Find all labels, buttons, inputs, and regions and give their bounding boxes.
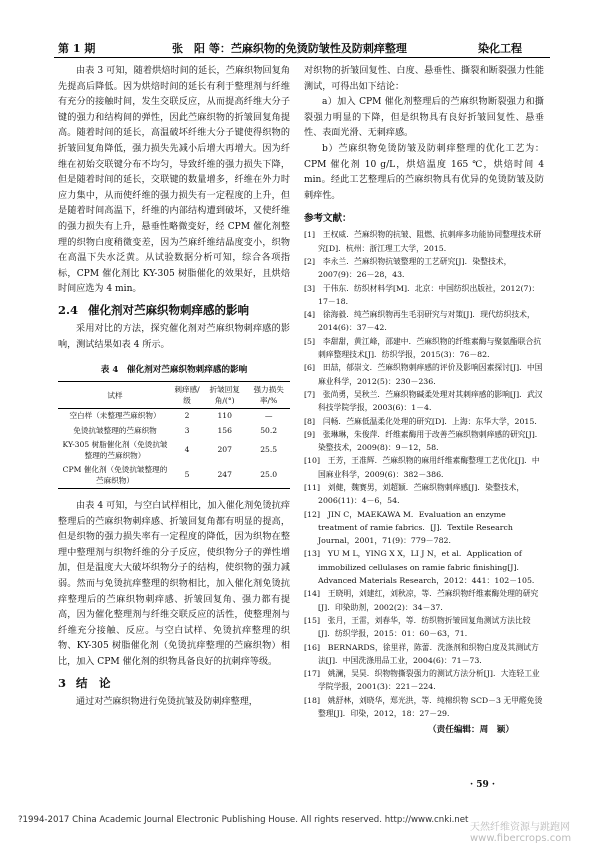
reference-item: [17] 姚澜，吴昊．织物物撕裂强力的测试方法分析[J]．大连轻工业学院学报，2001(3)：221－224．	[304, 669, 540, 692]
references-heading: 参考文献：	[304, 213, 352, 225]
body-paragraph: 由表 4 可知，与空白试样相比，加入催化剂免烫抗痒整理后的苎麻织物刺痒感、折皱回复角都有明显的提高，但是织物的强力损失率有一定程度的降低，因为织物在整理中整理剂与织物纤维的分子反应，使织物分子的弹性增加，但是温度大大破坏织物分子的结构，使织物的强力减弱。然而与免烫抗痒整理的织物相比，加入催化剂免烫抗痒整理后的苎麻织物刺痒感、折皱回复角、强力都有提高，因为催化整理剂与纤维交联反应的活性，使整理剂与纤维充分接触、反应。与空白试样、免烫抗痒整理的织物、KY-305 树脂催化剂（免烫抗痒整理的苎麻织物）相比，加入 CPM 催化剂的织物具备良好的抗刺痒等级。	[58, 501, 290, 668]
table-cell: 3	[184, 425, 190, 435]
section-title: 结 论	[76, 675, 111, 690]
table-row	[58, 438, 290, 463]
table-cell: CPM 催化剂（免烫抗皱整理的苎麻织物）	[58, 463, 172, 489]
reference-item: [6] 田喆，郁崇文．苎麻织物刺痒感的评价及影响因素探讨[J]．中国麻业科学，2012(5)：230－236．	[304, 363, 543, 386]
page-number: · 59 ·	[470, 780, 496, 790]
reference-item: [3] 于伟东．纺织材料学[M]．北京：中国纺织出版社，2012(7)：17－18．	[304, 283, 540, 306]
table-cell: 110	[217, 411, 232, 421]
reference-item: [15] 张月，王雷，刘春华，等．纺织物折皱回复角测试方法比较[J]．纺织学报，2015：01：60－63，71．	[304, 615, 531, 639]
data-table	[58, 381, 290, 489]
section-number: 2.4	[58, 302, 79, 317]
conclusion-item: a）加入 CPM 催化剂整理后的苎麻织物断裂强力和撕裂强力明显的下降，但是织物具有良好折皱回复性、悬垂性、表面光滑、无刺痒感。	[304, 97, 544, 139]
reference-item: [1] 王权威．苎麻织物的抗皱、阻燃、抗刺痒多功能协同整理技术研究[D]．杭州：浙江理工大学，2015．	[304, 230, 542, 253]
reference-item: [7] 张尚勇，吴秋兰．苎麻织物碱柔处理对其刺痒感的影响[J]．武汉科技学院学报，2003(6)：1－4．	[304, 389, 543, 413]
body-paragraph: 通过对苎麻织物进行免烫抗皱及防刺痒整理，	[76, 696, 258, 707]
issue-label: 第 1 期	[58, 42, 96, 55]
reference-item: [9] 张琳琳，朱俊萍．纤维素酶用于改善苎麻织物刺痒感的研究[J]．染整技术，2009(8)：9－12，58．	[304, 429, 543, 453]
table-cell: 50.2	[260, 425, 278, 435]
table-cell: 5	[172, 463, 202, 489]
table-row	[58, 409, 290, 424]
reference-item: [12] JIN C，MAEKAWA M．Evaluation an enzyme treatment of ramie fabrics．[J]．Textile Research Journal，2001，71(9)：779－782．	[304, 509, 513, 546]
table-cell: —	[264, 411, 273, 421]
right-column	[304, 64, 544, 735]
table-header: 刺痒感/级	[172, 382, 202, 409]
table-header: 折皱回复角/(°)	[202, 382, 247, 409]
section-heading	[58, 302, 290, 318]
reference-item: [5] 李甜甜，黄江峰，邵建中．苎麻织物的纤维素酶与聚氨酯联合抗刺痒整理技术[J]．纺织学报，2015(3)：76－82．	[304, 336, 542, 360]
reference-list	[304, 228, 544, 720]
reference-item: [18] 姚舒林，刘晓华，郑光洪，等．纯棉织物 SCD－3 无甲醛免烫整理[J]．印染，2012，18：27－29．	[304, 695, 543, 719]
reference-item: [13] YU M L，YING X X，LI J N，et al．Application of immobilized cellulases on ramie fabric finishing[J]．Advanced Materials Research，2012：441：102－105．	[304, 549, 540, 586]
table-cell: 25.5	[260, 445, 278, 455]
page-header	[0, 0, 595, 60]
body-paragraph: 对织物的折皱回复性、白度、悬垂性、撕裂和断裂强力性能测试，可得出如下结论：	[304, 66, 544, 92]
reference-item: [4] 徐海毅．纯苎麻织物再生毛羽研究与对策[J]．现代纺织技术，2014(6)：37－42．	[304, 310, 535, 333]
table-cell: 4	[184, 445, 190, 455]
table-cell: 空白样（未整理苎麻织物）	[69, 411, 161, 421]
reference-item: [10] 王芳，王准辉．苎麻织物的麻用纤维素酶整理工艺优化[J]．中国麻业科学，2009(6)：382－386．	[304, 456, 540, 479]
body-paragraph: 采用对比的方法，探究催化剂对苎麻织物刺痒感的影响，测试结果如表 4 所示。	[58, 323, 290, 350]
table-cell: 156	[217, 425, 232, 435]
table-cell: 2	[184, 411, 190, 421]
conclusion-item: b）苎麻织物免烫防皱及防刺痒整理的优化工艺为：CPM 催化剂 10 g/L，烘焙温度 165 ℃，烘焙时间 4 min。经此工艺整理后的苎麻织物具有优异的免烫防皱及防刺痒性。	[304, 143, 544, 201]
section-title: 催化剂对苎麻织物刺痒感的影响	[88, 302, 250, 317]
reference-item: [14] 王晓明，刘建红，刘秋凉，等．苎麻织物纤维素酶处理的研究[J]．印染助剂，2002(2)：34－37．	[304, 589, 539, 612]
table-cell: 免烫抗皱整理的苎麻织物	[73, 425, 157, 435]
section-number: 3	[58, 675, 67, 690]
table-cell: 247	[202, 463, 247, 489]
journal-name: 染化工程	[478, 42, 522, 55]
body-paragraph: 由表 3 可知，随着烘焙时间的延长，苎麻织物回复角先提高后降低。因为烘焙时间的延长有利于整理剂与纤维有充分的接触时间，发生交联反应，从而提高纤维大分子键的强力和结构间的弹性，因此苎麻织物的折皱回复角提高。随着时间的延长，高温破坏纤维大分子键使得织物的折皱回复角降低，强力损失先减小后增大再增大。因为纤维在初始交联键分布不均匀，导致纤维的强力损失下降，但是随着时间的延长，交联键的数量增多，纤维在外力时应力集中，从而使纤维的强力损失有一定程度的上升，但是随着时间高温下，纤维的内部结构遭到破坏，又使纤维的强力损失有上升，悬垂性略微变好，经 CPM 催化剂整理的织物白度稍微变差，因为苎麻纤维结晶度变小，织物在高温下失水泛黄。从试验数据分析可知，综合各项指标，CPM 催化剂比 KY-305 树脂催化的效果好，且烘焙时间应选为 4 min。	[58, 66, 290, 295]
table-cell: 25.0	[247, 463, 290, 489]
table-caption: 表 4 催化剂对苎麻织物刺痒感的影响	[100, 365, 248, 376]
table-header: 强力损失率/%	[247, 382, 290, 409]
table-cell: KY-305 树脂催化剂（免烫抗皱整理的苎麻织物）	[62, 440, 168, 460]
reference-item: [2] 李永兰．苎麻织物抗皱整理的工艺研究[J]．染整技术，2007(9)：26－28，43．	[304, 256, 512, 280]
table-row	[58, 424, 290, 439]
copyright-footer: ?1994-2017 China Academic Journal Electronic Publishing House. All rights reserved. http://www.cnki.net	[18, 815, 469, 825]
left-column	[58, 64, 290, 710]
running-title: 张 阳 等：苎麻织物的免烫防皱性及防刺痒整理	[172, 42, 407, 55]
table-row	[58, 463, 290, 489]
reference-item: [8] 闫畅．苎麻低温柔化处理的研究[D]．上海：东华大学，2015．	[304, 416, 543, 426]
reference-item: [11] 刘健，魏赛男，刘超颖．苎麻织物刺痒感[J]．染整技术，2006(11)：4－6，54．	[304, 482, 525, 506]
watermark: 天然纤维资源与跳跑网 www.fibercrops.com	[470, 822, 572, 844]
table-header: 试样	[58, 382, 172, 409]
header-rule	[54, 57, 550, 58]
editor-credit: （责任编辑：周 颖）	[428, 725, 514, 736]
reference-item: [16] BERNARDS，徐里祥，陈蕾．洗涤剂和织物白度及其测试方法[J]．中国洗涤用品工业，2004(6)：71－73．	[304, 642, 539, 665]
section-heading	[58, 675, 290, 691]
table-cell: 207	[217, 445, 232, 455]
